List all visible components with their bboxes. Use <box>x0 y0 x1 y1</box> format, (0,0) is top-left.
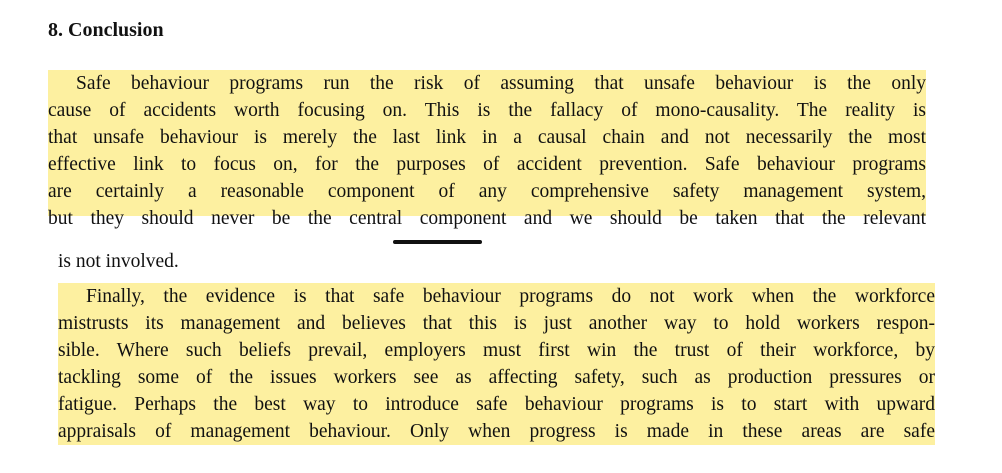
text-line: appraisals of management behaviour. Only when progress is made in these areas are safe <box>58 418 935 445</box>
text-line: Finally, the evidence is that safe behaviour programs do not work when the workforce <box>58 283 935 310</box>
fragment-text: is not involved. <box>58 251 179 272</box>
text-line: are certainly a reasonable component of any comprehensive safety management system, <box>48 178 926 205</box>
text-line: tackling some of the issues workers see as affecting safety, such as production pressures or <box>58 364 935 391</box>
conclusion-paragraph-2 <box>58 283 935 445</box>
cut-off-text-line: but they should never be the central component and we should be taken that the relevant <box>48 205 926 216</box>
section-heading: 8. Conclusion <box>48 19 164 41</box>
text-line: mistrusts its management and believes that this is just another way to hold workers respon- <box>58 310 935 337</box>
text-line: cause of accidents worth focusing on. This is the fallacy of mono-causality. The reality is <box>48 97 926 124</box>
text-line: Safe behaviour programs run the risk of assuming that unsafe behaviour is the only <box>48 70 926 97</box>
cut-off-fragment <box>58 251 206 273</box>
text-line: that unsafe behaviour is merely the last link in a causal chain and not necessarily the most <box>48 124 926 151</box>
text-line: effective link to focus on, for the purposes of accident prevention. Safe behaviour programs <box>48 151 926 178</box>
text-line: fatigue. Perhaps the best way to introduce safe behaviour programs is to start with upward <box>58 391 935 418</box>
split-drag-handle[interactable] <box>393 240 482 244</box>
conclusion-paragraph-1 <box>48 70 926 229</box>
text-line: sible. Where such beliefs prevail, employers must first win the trust of their workforce, by <box>58 337 935 364</box>
